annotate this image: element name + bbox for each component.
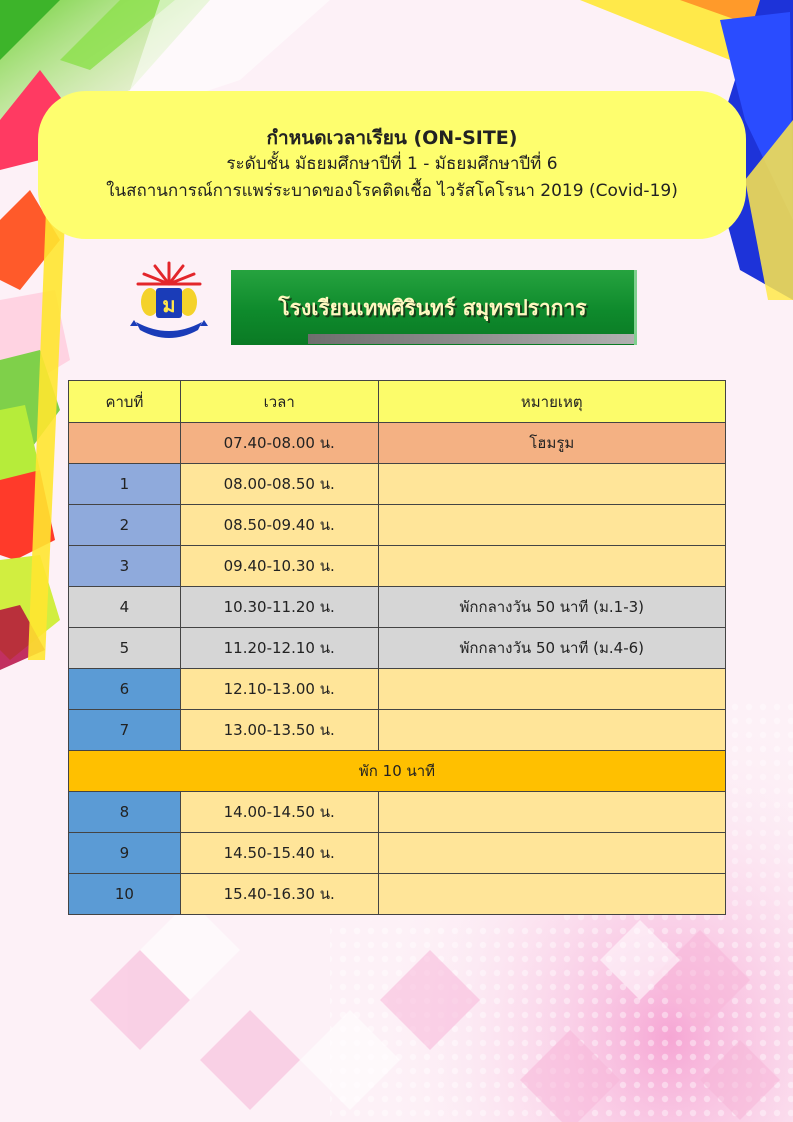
header-time: เวลา bbox=[180, 381, 378, 423]
table-row bbox=[69, 546, 726, 587]
svg-text:ม: ม bbox=[162, 293, 176, 317]
school-emblem-icon bbox=[128, 260, 210, 344]
time-cell: 12.10-13.00 น. bbox=[180, 669, 378, 710]
time-cell: 15.40-16.30 น. bbox=[180, 874, 378, 915]
table-row bbox=[69, 669, 726, 710]
table-header-row bbox=[69, 381, 726, 423]
time-cell: 08.50-09.40 น. bbox=[180, 505, 378, 546]
time-cell: 11.20-12.10 น. bbox=[180, 628, 378, 669]
note-cell bbox=[378, 546, 725, 587]
period-cell: 4 bbox=[69, 587, 181, 628]
period-cell: 2 bbox=[69, 505, 181, 546]
note-cell bbox=[378, 505, 725, 546]
table-row-break bbox=[69, 751, 726, 792]
table-row-lunch bbox=[69, 587, 726, 628]
table-row bbox=[69, 874, 726, 915]
table-row-homeroom bbox=[69, 423, 726, 464]
page-context: ในสถานการณ์การแพร่ระบาดของโรคติดเชื้อ ไวรัสโคโรนา 2019 (Covid-19) bbox=[106, 181, 678, 201]
schedule-table bbox=[68, 380, 726, 915]
table-row bbox=[69, 792, 726, 833]
time-cell: 07.40-08.00 น. bbox=[180, 423, 378, 464]
period-cell: 3 bbox=[69, 546, 181, 587]
note-cell: พักกลางวัน 50 นาที (ม.4-6) bbox=[378, 628, 725, 669]
note-cell bbox=[378, 669, 725, 710]
table-row bbox=[69, 833, 726, 874]
period-cell bbox=[69, 423, 181, 464]
break-cell: พัก 10 นาที bbox=[69, 751, 726, 792]
table-row bbox=[69, 464, 726, 505]
time-cell: 09.40-10.30 น. bbox=[180, 546, 378, 587]
school-name: โรงเรียนเทพศิรินทร์ สมุทรปราการ bbox=[278, 296, 587, 320]
banner-underline bbox=[308, 334, 634, 344]
note-cell: พักกลางวัน 50 นาที (ม.1-3) bbox=[378, 587, 725, 628]
time-cell: 08.00-08.50 น. bbox=[180, 464, 378, 505]
note-cell: โฮมรูม bbox=[378, 423, 725, 464]
table-row bbox=[69, 710, 726, 751]
header-period: คาบที่ bbox=[69, 381, 181, 423]
page-title: กำหนดเวลาเรียน (ON-SITE) bbox=[266, 127, 518, 149]
period-cell: 6 bbox=[69, 669, 181, 710]
time-cell: 14.50-15.40 น. bbox=[180, 833, 378, 874]
time-cell: 10.30-11.20 น. bbox=[180, 587, 378, 628]
table-row-lunch bbox=[69, 628, 726, 669]
table-row bbox=[69, 505, 726, 546]
header-panel bbox=[38, 91, 746, 239]
page-subtitle: ระดับชั้น มัธยมศึกษาปีที่ 1 - มัธยมศึกษาปีที่ 6 bbox=[226, 154, 558, 174]
note-cell bbox=[378, 792, 725, 833]
time-cell: 14.00-14.50 น. bbox=[180, 792, 378, 833]
period-cell: 7 bbox=[69, 710, 181, 751]
note-cell bbox=[378, 464, 725, 505]
period-cell: 10 bbox=[69, 874, 181, 915]
note-cell bbox=[378, 710, 725, 751]
note-cell bbox=[378, 833, 725, 874]
period-cell: 1 bbox=[69, 464, 181, 505]
period-cell: 8 bbox=[69, 792, 181, 833]
period-cell: 5 bbox=[69, 628, 181, 669]
time-cell: 13.00-13.50 น. bbox=[180, 710, 378, 751]
note-cell bbox=[378, 874, 725, 915]
period-cell: 9 bbox=[69, 833, 181, 874]
header-note: หมายเหตุ bbox=[378, 381, 725, 423]
